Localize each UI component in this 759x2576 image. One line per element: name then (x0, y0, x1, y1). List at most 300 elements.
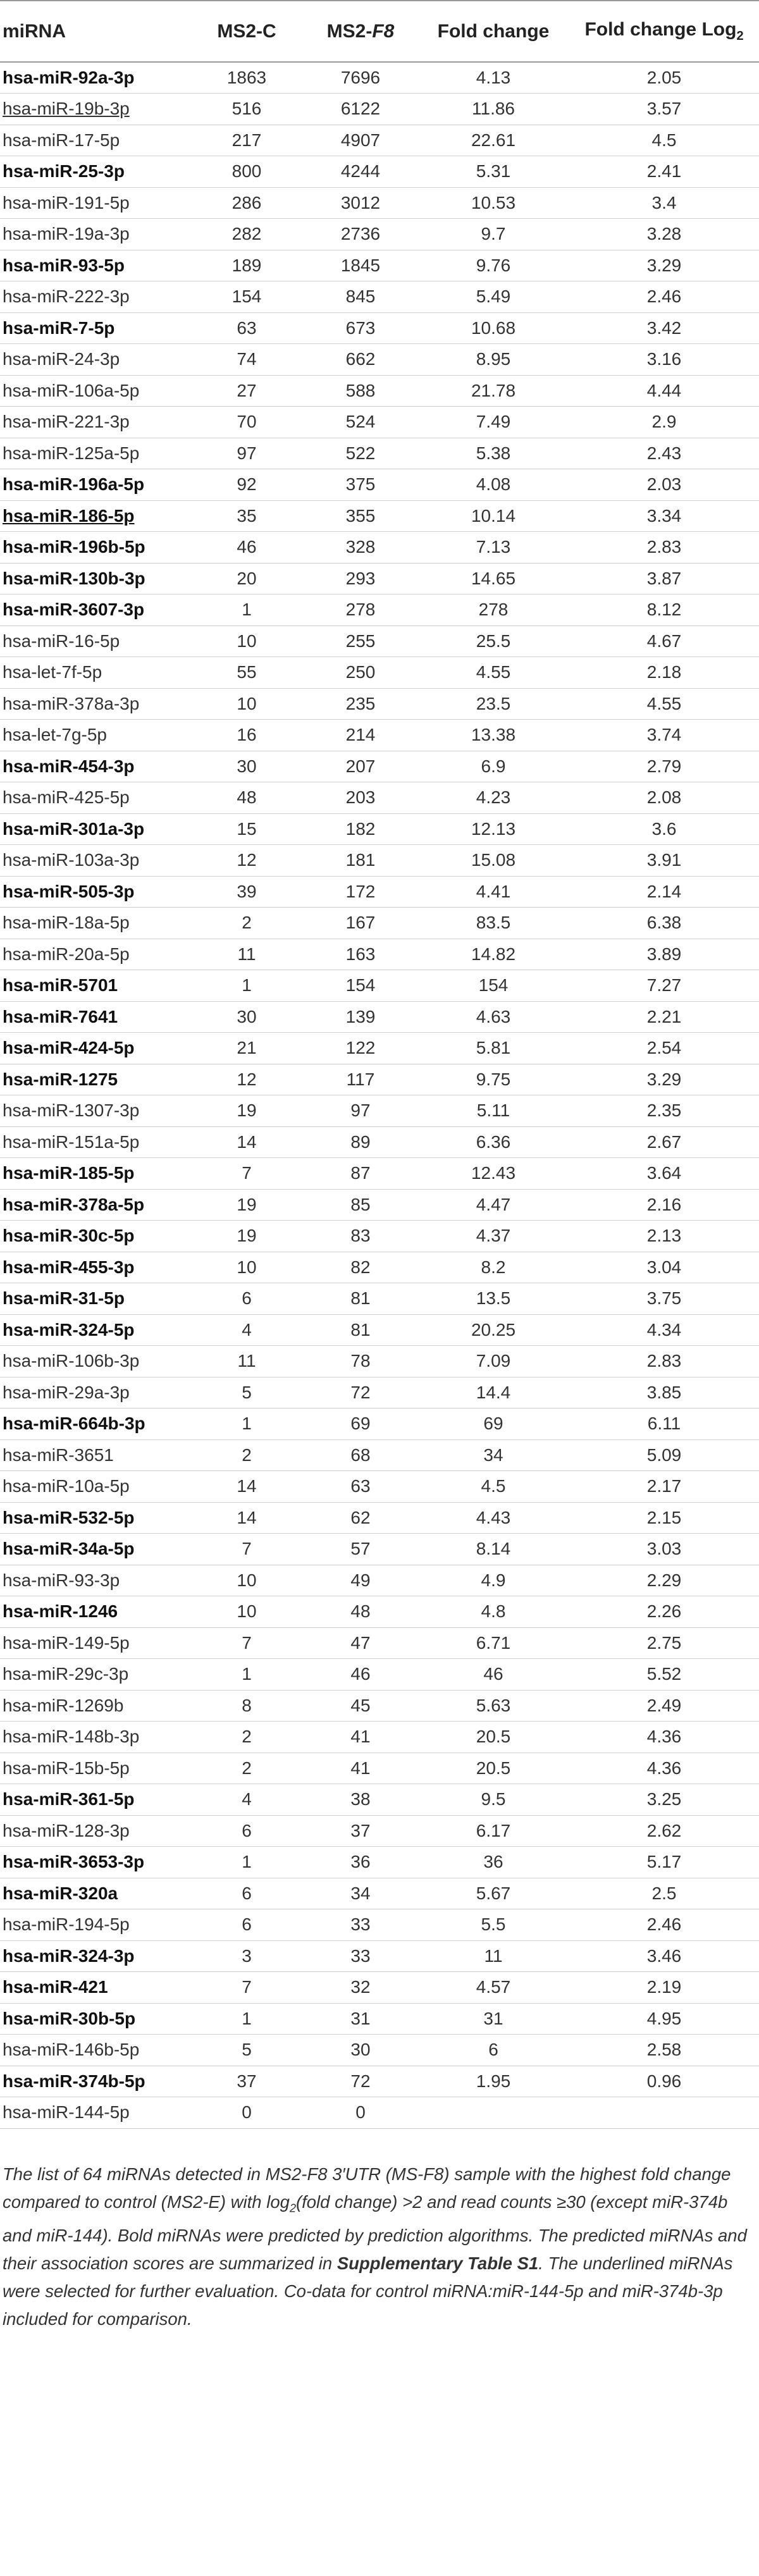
ms2f8-count-cell-text: 37 (350, 1820, 371, 1840)
ms2c-count-cell-text: 10 (237, 631, 257, 651)
mirna-name-cell-text: hsa-miR-125a-5p (3, 443, 140, 463)
caption-sub: 2 (289, 2202, 296, 2214)
ms2f8-count-cell (304, 1502, 417, 1534)
ms2c-count-cell-text: 30 (237, 1006, 257, 1026)
mirna-name-cell-text: hsa-miR-374b-5p (3, 2071, 145, 2091)
ms2f8-count-cell (304, 125, 417, 156)
fold-change-cell (417, 438, 569, 469)
fold-change-cell (417, 908, 569, 939)
mirna-name-cell (0, 500, 190, 532)
fold-change-log2-cell (569, 1940, 759, 1972)
mirna-name-cell-text: hsa-miR-148b-3p (3, 1727, 140, 1747)
ms2c-count-cell (190, 281, 304, 313)
fold-change-log2-cell-text: 3.03 (646, 1539, 682, 1559)
ms2c-count-cell (190, 1940, 304, 1972)
fold-change-log2-cell-text: 2.49 (646, 1695, 682, 1715)
ms2c-count-cell-text: 7 (242, 1977, 252, 1997)
mirna-name-cell-text: hsa-miR-196a-5p (3, 474, 145, 495)
fold-change-cell-text: 4.43 (476, 1507, 511, 1527)
mirna-name-cell (0, 1252, 190, 1283)
ms2f8-count-cell-text: 72 (350, 1382, 371, 1402)
ms2f8-count-cell (304, 407, 417, 438)
ms2f8-count-cell-text: 47 (350, 1632, 371, 1653)
fold-change-log2-cell (569, 187, 759, 219)
fold-change-cell (417, 688, 569, 720)
fold-change-cell (417, 532, 569, 564)
ms2f8-count-cell-text: 4244 (340, 161, 381, 182)
ms2c-count-cell (190, 1847, 304, 1878)
table-row (0, 1784, 759, 1816)
mirna-name-cell-text: hsa-miR-92a-3p (3, 68, 135, 87)
ms2c-count-cell-text: 1 (242, 975, 252, 995)
table-row (0, 1283, 759, 1315)
mirna-name-cell (0, 2097, 190, 2129)
ms2f8-count-cell (304, 281, 417, 313)
mirna-name-cell (0, 312, 190, 344)
fold-change-log2-cell-text: 3.46 (646, 1945, 682, 1966)
ms2f8-count-cell-text: 38 (350, 1789, 371, 1809)
fold-change-log2-cell-text: 4.5 (651, 130, 677, 150)
mirna-name-cell-text: hsa-miR-128-3p (3, 1820, 130, 1840)
fold-change-log2-cell (569, 1471, 759, 1503)
ms2f8-count-cell-text: 207 (345, 756, 376, 776)
fold-change-cell-text: 4.63 (476, 1006, 511, 1026)
fold-change-cell (417, 1596, 569, 1628)
ms2f8-count-cell-text: 33 (350, 1945, 371, 1966)
ms2c-count-cell-text: 11 (237, 944, 256, 964)
fold-change-cell (417, 1189, 569, 1221)
fold-change-log2-cell (569, 219, 759, 250)
fold-change-log2-cell (569, 1753, 759, 1784)
ms2f8-count-cell-text: 72 (350, 2071, 371, 2091)
ms2f8-count-cell (304, 813, 417, 845)
ms2c-count-cell-text: 14 (237, 1131, 257, 1152)
fold-change-cell (417, 1126, 569, 1158)
ms2f8-count-cell-text: 31 (350, 2008, 371, 2028)
fold-change-cell-text: 20.5 (476, 1727, 511, 1747)
table-row (0, 2035, 759, 2066)
fold-change-log2-cell-text: 2.13 (646, 1226, 682, 1246)
fold-change-log2-cell-text: 2.15 (646, 1507, 682, 1527)
fold-change-log2-cell-text: 4.67 (646, 631, 682, 651)
fold-change-log2-cell-text: 4.36 (646, 1758, 682, 1778)
ms2c-count-cell (190, 595, 304, 626)
ms2c-count-cell (190, 626, 304, 657)
ms2c-count-cell-text: 2 (242, 1758, 252, 1778)
header-ms2f8-italic: F8 (372, 20, 395, 42)
fold-change-log2-cell (569, 1596, 759, 1628)
fold-change-log2-cell-text: 3.74 (646, 725, 682, 745)
ms2f8-count-cell (304, 1596, 417, 1628)
ms2c-count-cell-text: 39 (237, 881, 257, 901)
fold-change-log2-cell (569, 813, 759, 845)
table-row (0, 532, 759, 564)
mirna-name-cell-text: hsa-miR-1269b (3, 1695, 124, 1715)
fold-change-cell (417, 94, 569, 125)
mirna-name-cell (0, 1189, 190, 1221)
fold-change-log2-cell (569, 1534, 759, 1565)
ms2c-count-cell (190, 375, 304, 407)
ms2c-count-cell (190, 1502, 304, 1534)
fold-change-cell (417, 595, 569, 626)
ms2c-count-cell-text: 20 (237, 568, 257, 588)
table-row (0, 1408, 759, 1440)
fold-change-cell-text: 6 (488, 2040, 498, 2060)
ms2f8-count-cell-text: 63 (350, 1476, 371, 1496)
mirna-name-cell (0, 876, 190, 908)
fold-change-log2-cell-text: 2.18 (646, 662, 682, 682)
table-row (0, 1033, 759, 1064)
ms2c-count-cell-text: 14 (237, 1507, 257, 1527)
mirna-name-cell-text: hsa-miR-5701 (3, 975, 118, 995)
fold-change-cell-text: 6.36 (476, 1131, 511, 1152)
ms2f8-count-cell (304, 1189, 417, 1221)
ms2c-count-cell-text: 30 (237, 756, 257, 776)
mirna-name-cell-text: hsa-miR-103a-3p (3, 850, 140, 870)
ms2c-count-cell-text: 4 (242, 1789, 252, 1809)
fold-change-log2-cell-text: 2.14 (646, 881, 682, 901)
fold-change-cell (417, 970, 569, 1002)
fold-change-log2-cell (569, 281, 759, 313)
ms2f8-count-cell (304, 657, 417, 689)
fold-change-cell (417, 156, 569, 188)
fold-change-cell (417, 2066, 569, 2097)
mirna-table (0, 1, 759, 2129)
mirna-name-cell (0, 751, 190, 782)
fold-change-cell (417, 1377, 569, 1408)
fold-change-log2-cell (569, 908, 759, 939)
fold-change-cell-text: 14.65 (471, 568, 516, 588)
fold-change-log2-cell-text: 3.29 (646, 255, 682, 275)
table-row (0, 626, 759, 657)
ms2f8-count-cell (304, 782, 417, 814)
ms2f8-count-cell (304, 1753, 417, 1784)
mirna-name-cell (0, 1439, 190, 1471)
ms2c-count-cell-text: 3 (242, 1945, 252, 1966)
ms2f8-count-cell-text: 7696 (340, 68, 381, 87)
ms2f8-count-cell (304, 1064, 417, 1095)
table-row (0, 1252, 759, 1283)
table-row (0, 1534, 759, 1565)
ms2f8-count-cell (304, 1471, 417, 1503)
mirna-name-cell-text: hsa-miR-324-3p (3, 1945, 135, 1966)
fold-change-cell-text: 5.81 (476, 1038, 511, 1058)
mirna-name-cell (0, 939, 190, 970)
fold-change-log2-cell (569, 1064, 759, 1095)
mirna-name-cell (0, 187, 190, 219)
mirna-name-cell (0, 1126, 190, 1158)
ms2f8-count-cell (304, 1126, 417, 1158)
mirna-name-cell-text: hsa-miR-29a-3p (3, 1382, 130, 1402)
table-row (0, 1847, 759, 1878)
mirna-name-cell (0, 2035, 190, 2066)
ms2f8-count-cell-text: 181 (345, 850, 376, 870)
fold-change-cell-text: 4.37 (476, 1226, 511, 1246)
fold-change-log2-cell (569, 62, 759, 94)
table-row (0, 62, 759, 94)
fold-change-log2-cell (569, 1221, 759, 1252)
fold-change-log2-cell-text: 2.08 (646, 787, 682, 808)
mirna-name-cell (0, 1158, 190, 1190)
fold-change-cell-text: 22.61 (471, 130, 516, 150)
mirna-name-cell (0, 1221, 190, 1252)
ms2c-count-cell (190, 1659, 304, 1691)
fold-change-log2-cell-text: 2.5 (651, 1883, 677, 1903)
fold-change-log2-cell (569, 1502, 759, 1534)
ms2c-count-cell (190, 845, 304, 877)
ms2c-count-cell-text: 154 (231, 287, 262, 307)
ms2c-count-cell (190, 125, 304, 156)
ms2f8-count-cell (304, 1565, 417, 1596)
ms2f8-count-cell-text: 293 (345, 568, 376, 588)
fold-change-log2-cell-text: 5.52 (646, 1664, 682, 1684)
mirna-name-cell-text: hsa-miR-1275 (3, 1069, 118, 1089)
ms2c-count-cell-text: 1 (242, 2008, 252, 2028)
fold-change-log2-cell (569, 344, 759, 376)
fold-change-log2-cell-text: 3.91 (646, 850, 682, 870)
ms2f8-count-cell (304, 1878, 417, 1909)
fold-change-log2-cell-text: 2.41 (646, 161, 682, 182)
fold-change-cell-text: 12.43 (471, 1163, 516, 1183)
ms2f8-count-cell-text: 673 (345, 317, 376, 338)
ms2c-count-cell (190, 1158, 304, 1190)
mirna-name-cell (0, 1596, 190, 1628)
mirna-name-cell (0, 1064, 190, 1095)
ms2c-count-cell-text: 70 (237, 412, 257, 432)
table-row (0, 344, 759, 376)
mirna-name-cell (0, 407, 190, 438)
fold-change-log2-cell-text: 2.75 (646, 1632, 682, 1653)
mirna-name-cell (0, 219, 190, 250)
ms2f8-count-cell (304, 1815, 417, 1847)
ms2c-count-cell-text: 46 (237, 537, 257, 557)
ms2c-count-cell-text: 2 (242, 913, 252, 933)
fold-change-log2-cell (569, 1627, 759, 1659)
fold-change-cell (417, 1064, 569, 1095)
ms2f8-count-cell (304, 500, 417, 532)
fold-change-cell (417, 2097, 569, 2129)
fold-change-log2-cell-text: 3.25 (646, 1789, 682, 1809)
fold-change-cell-text: 9.7 (481, 224, 506, 244)
fold-change-cell-text: 12.13 (471, 818, 516, 839)
fold-change-log2-cell (569, 500, 759, 532)
table-row (0, 1972, 759, 2004)
table-row (0, 94, 759, 125)
fold-change-cell-text: 14.4 (476, 1382, 511, 1402)
ms2f8-count-cell-text: 588 (345, 380, 376, 400)
ms2c-count-cell-text: 7 (242, 1163, 252, 1183)
table-row (0, 407, 759, 438)
ms2f8-count-cell-text: 6122 (340, 99, 381, 119)
mirna-name-cell-text: hsa-miR-93-3p (3, 1570, 120, 1590)
ms2f8-count-cell (304, 375, 417, 407)
fold-change-cell (417, 281, 569, 313)
table-row (0, 1722, 759, 1753)
fold-change-cell (417, 125, 569, 156)
fold-change-log2-cell-text: 6.11 (647, 1414, 681, 1434)
fold-change-log2-cell (569, 2066, 759, 2097)
ms2c-count-cell-text: 10 (237, 693, 257, 713)
fold-change-log2-cell (569, 563, 759, 595)
mirna-name-cell-text: hsa-miR-425-5p (3, 787, 130, 808)
ms2c-count-cell-text: 48 (237, 787, 257, 808)
mirna-name-cell (0, 344, 190, 376)
fold-change-cell-text: 4.55 (476, 662, 511, 682)
ms2f8-count-cell (304, 1095, 417, 1127)
ms2f8-count-cell (304, 250, 417, 281)
ms2c-count-cell (190, 1001, 304, 1033)
fold-change-cell (417, 2003, 569, 2035)
ms2c-count-cell-text: 27 (237, 380, 257, 400)
mirna-name-cell-text: hsa-miR-301a-3p (3, 818, 145, 839)
fold-change-cell (417, 1659, 569, 1691)
ms2c-count-cell-text: 19 (237, 1194, 257, 1214)
ms2c-count-cell (190, 219, 304, 250)
fold-change-log2-cell (569, 688, 759, 720)
mirna-name-cell-text: hsa-miR-146b-5p (3, 2040, 140, 2060)
mirna-name-cell (0, 281, 190, 313)
ms2f8-count-cell-text: 78 (350, 1351, 371, 1371)
fold-change-log2-cell (569, 1690, 759, 1722)
mirna-name-cell-text: hsa-miR-421 (3, 1977, 108, 1997)
mirna-name-cell-text: hsa-miR-7-5p (3, 317, 115, 338)
caption-part-2: (fold change) >2 and read counts ≥30 (except miR-374b and miR-144). Bold miRNAs were predicted by prediction algorithms. The predicted miRNAs and their association scores are summarized in (3, 2191, 747, 2273)
fold-change-log2-cell-text: 2.26 (646, 1601, 682, 1622)
mirna-name-cell (0, 1534, 190, 1565)
fold-change-log2-cell (569, 782, 759, 814)
ms2c-count-cell-text: 12 (237, 850, 257, 870)
mirna-name-cell (0, 1095, 190, 1127)
ms2c-count-cell-text: 1863 (226, 68, 267, 87)
fold-change-cell-text: 15.08 (471, 850, 516, 870)
fold-change-cell-text: 4.13 (476, 68, 511, 87)
fold-change-log2-cell (569, 595, 759, 626)
mirna-name-cell-text: hsa-miR-3607-3p (3, 600, 145, 620)
mirna-name-cell (0, 62, 190, 94)
mirna-name-cell (0, 1847, 190, 1878)
table-row (0, 688, 759, 720)
mirna-name-cell (0, 469, 190, 501)
fold-change-cell (417, 1565, 569, 1596)
table-row (0, 1565, 759, 1596)
ms2c-count-cell (190, 2066, 304, 2097)
ms2f8-count-cell-text: 328 (345, 537, 376, 557)
ms2f8-count-cell (304, 2097, 417, 2129)
fold-change-log2-cell (569, 438, 759, 469)
mirna-name-cell-text: hsa-miR-30c-5p (3, 1226, 135, 1246)
fold-change-cell (417, 1753, 569, 1784)
fold-change-cell (417, 1283, 569, 1315)
mirna-name-cell-text: hsa-miR-664b-3p (3, 1414, 145, 1434)
fold-change-log2-cell (569, 469, 759, 501)
fold-change-cell-text: 83.5 (476, 913, 511, 933)
ms2c-count-cell (190, 1909, 304, 1941)
fold-change-log2-cell-text: 4.34 (646, 1319, 682, 1340)
ms2f8-count-cell-text: 235 (345, 693, 376, 713)
fold-change-log2-cell (569, 1252, 759, 1283)
mirna-name-cell (0, 626, 190, 657)
ms2c-count-cell-text: 286 (231, 192, 262, 213)
ms2f8-count-cell-text: 522 (345, 443, 376, 463)
fold-change-log2-cell (569, 720, 759, 751)
fold-change-log2-cell-text: 7.27 (646, 975, 682, 995)
ms2c-count-cell-text: 4 (242, 1319, 252, 1340)
fold-change-cell-text: 10.68 (471, 317, 516, 338)
table-caption (0, 2160, 759, 2334)
fold-change-cell (417, 344, 569, 376)
ms2f8-count-cell-text: 375 (345, 474, 376, 495)
ms2c-count-cell (190, 1314, 304, 1346)
ms2c-count-cell-text: 7 (242, 1632, 252, 1653)
mirna-name-cell-text: hsa-miR-34a-5p (3, 1539, 135, 1559)
fold-change-cell (417, 939, 569, 970)
ms2c-count-cell (190, 1596, 304, 1628)
table-row (0, 1314, 759, 1346)
mirna-name-cell-text: hsa-miR-7641 (3, 1006, 118, 1026)
fold-change-log2-cell-text: 3.57 (646, 99, 682, 119)
ms2c-count-cell (190, 1972, 304, 2004)
ms2f8-count-cell-text: 524 (345, 412, 376, 432)
fold-change-cell (417, 1001, 569, 1033)
ms2c-count-cell (190, 62, 304, 94)
fold-change-log2-cell-text: 3.04 (646, 1257, 682, 1277)
ms2c-count-cell-text: 55 (237, 662, 257, 682)
table-row (0, 845, 759, 877)
ms2f8-count-cell-text: 139 (345, 1006, 376, 1026)
fold-change-cell-text: 11 (484, 1945, 503, 1966)
table-row (0, 2097, 759, 2129)
ms2c-count-cell (190, 908, 304, 939)
fold-change-log2-cell-text: 3.28 (646, 224, 682, 244)
fold-change-cell-text: 5.38 (476, 443, 511, 463)
ms2c-count-cell-text: 16 (237, 725, 257, 745)
ms2f8-count-cell (304, 595, 417, 626)
ms2c-count-cell-text: 5 (242, 2040, 252, 2060)
fold-change-log2-cell (569, 751, 759, 782)
table-row (0, 1909, 759, 1941)
ms2f8-count-cell (304, 1252, 417, 1283)
ms2c-count-cell-text: 282 (231, 224, 262, 244)
fold-change-cell-text: 9.76 (476, 255, 511, 275)
ms2f8-count-cell-text: 36 (350, 1852, 371, 1872)
fold-change-log2-cell-text: 4.55 (646, 693, 682, 713)
ms2c-count-cell-text: 97 (237, 443, 257, 463)
mirna-name-cell (0, 1502, 190, 1534)
fold-change-cell-text: 4.5 (481, 1476, 506, 1496)
fold-change-cell-text: 5.49 (476, 287, 511, 307)
ms2f8-count-cell-text: 255 (345, 631, 376, 651)
ms2c-count-cell-text: 6 (242, 1883, 252, 1903)
fold-change-log2-cell (569, 1815, 759, 1847)
fold-change-cell (417, 1252, 569, 1283)
mirna-name-cell (0, 2066, 190, 2097)
ms2f8-count-cell-text: 97 (350, 1100, 371, 1121)
mirna-name-cell-text: hsa-miR-10a-5p (3, 1476, 130, 1496)
ms2c-count-cell (190, 1878, 304, 1909)
table-row (0, 2066, 759, 2097)
mirna-name-cell-text: hsa-miR-29c-3p (3, 1664, 129, 1684)
ms2f8-count-cell (304, 1972, 417, 2004)
ms2c-count-cell-text: 15 (237, 818, 257, 839)
ms2f8-count-cell-text: 172 (345, 881, 376, 901)
fold-change-log2-cell (569, 1283, 759, 1315)
header-ms2f8-prefix: MS2- (326, 20, 373, 42)
table-row (0, 1221, 759, 1252)
fold-change-log2-cell (569, 939, 759, 970)
fold-change-cell (417, 187, 569, 219)
table-row (0, 657, 759, 689)
fold-change-cell-text: 5.5 (481, 1914, 506, 1935)
